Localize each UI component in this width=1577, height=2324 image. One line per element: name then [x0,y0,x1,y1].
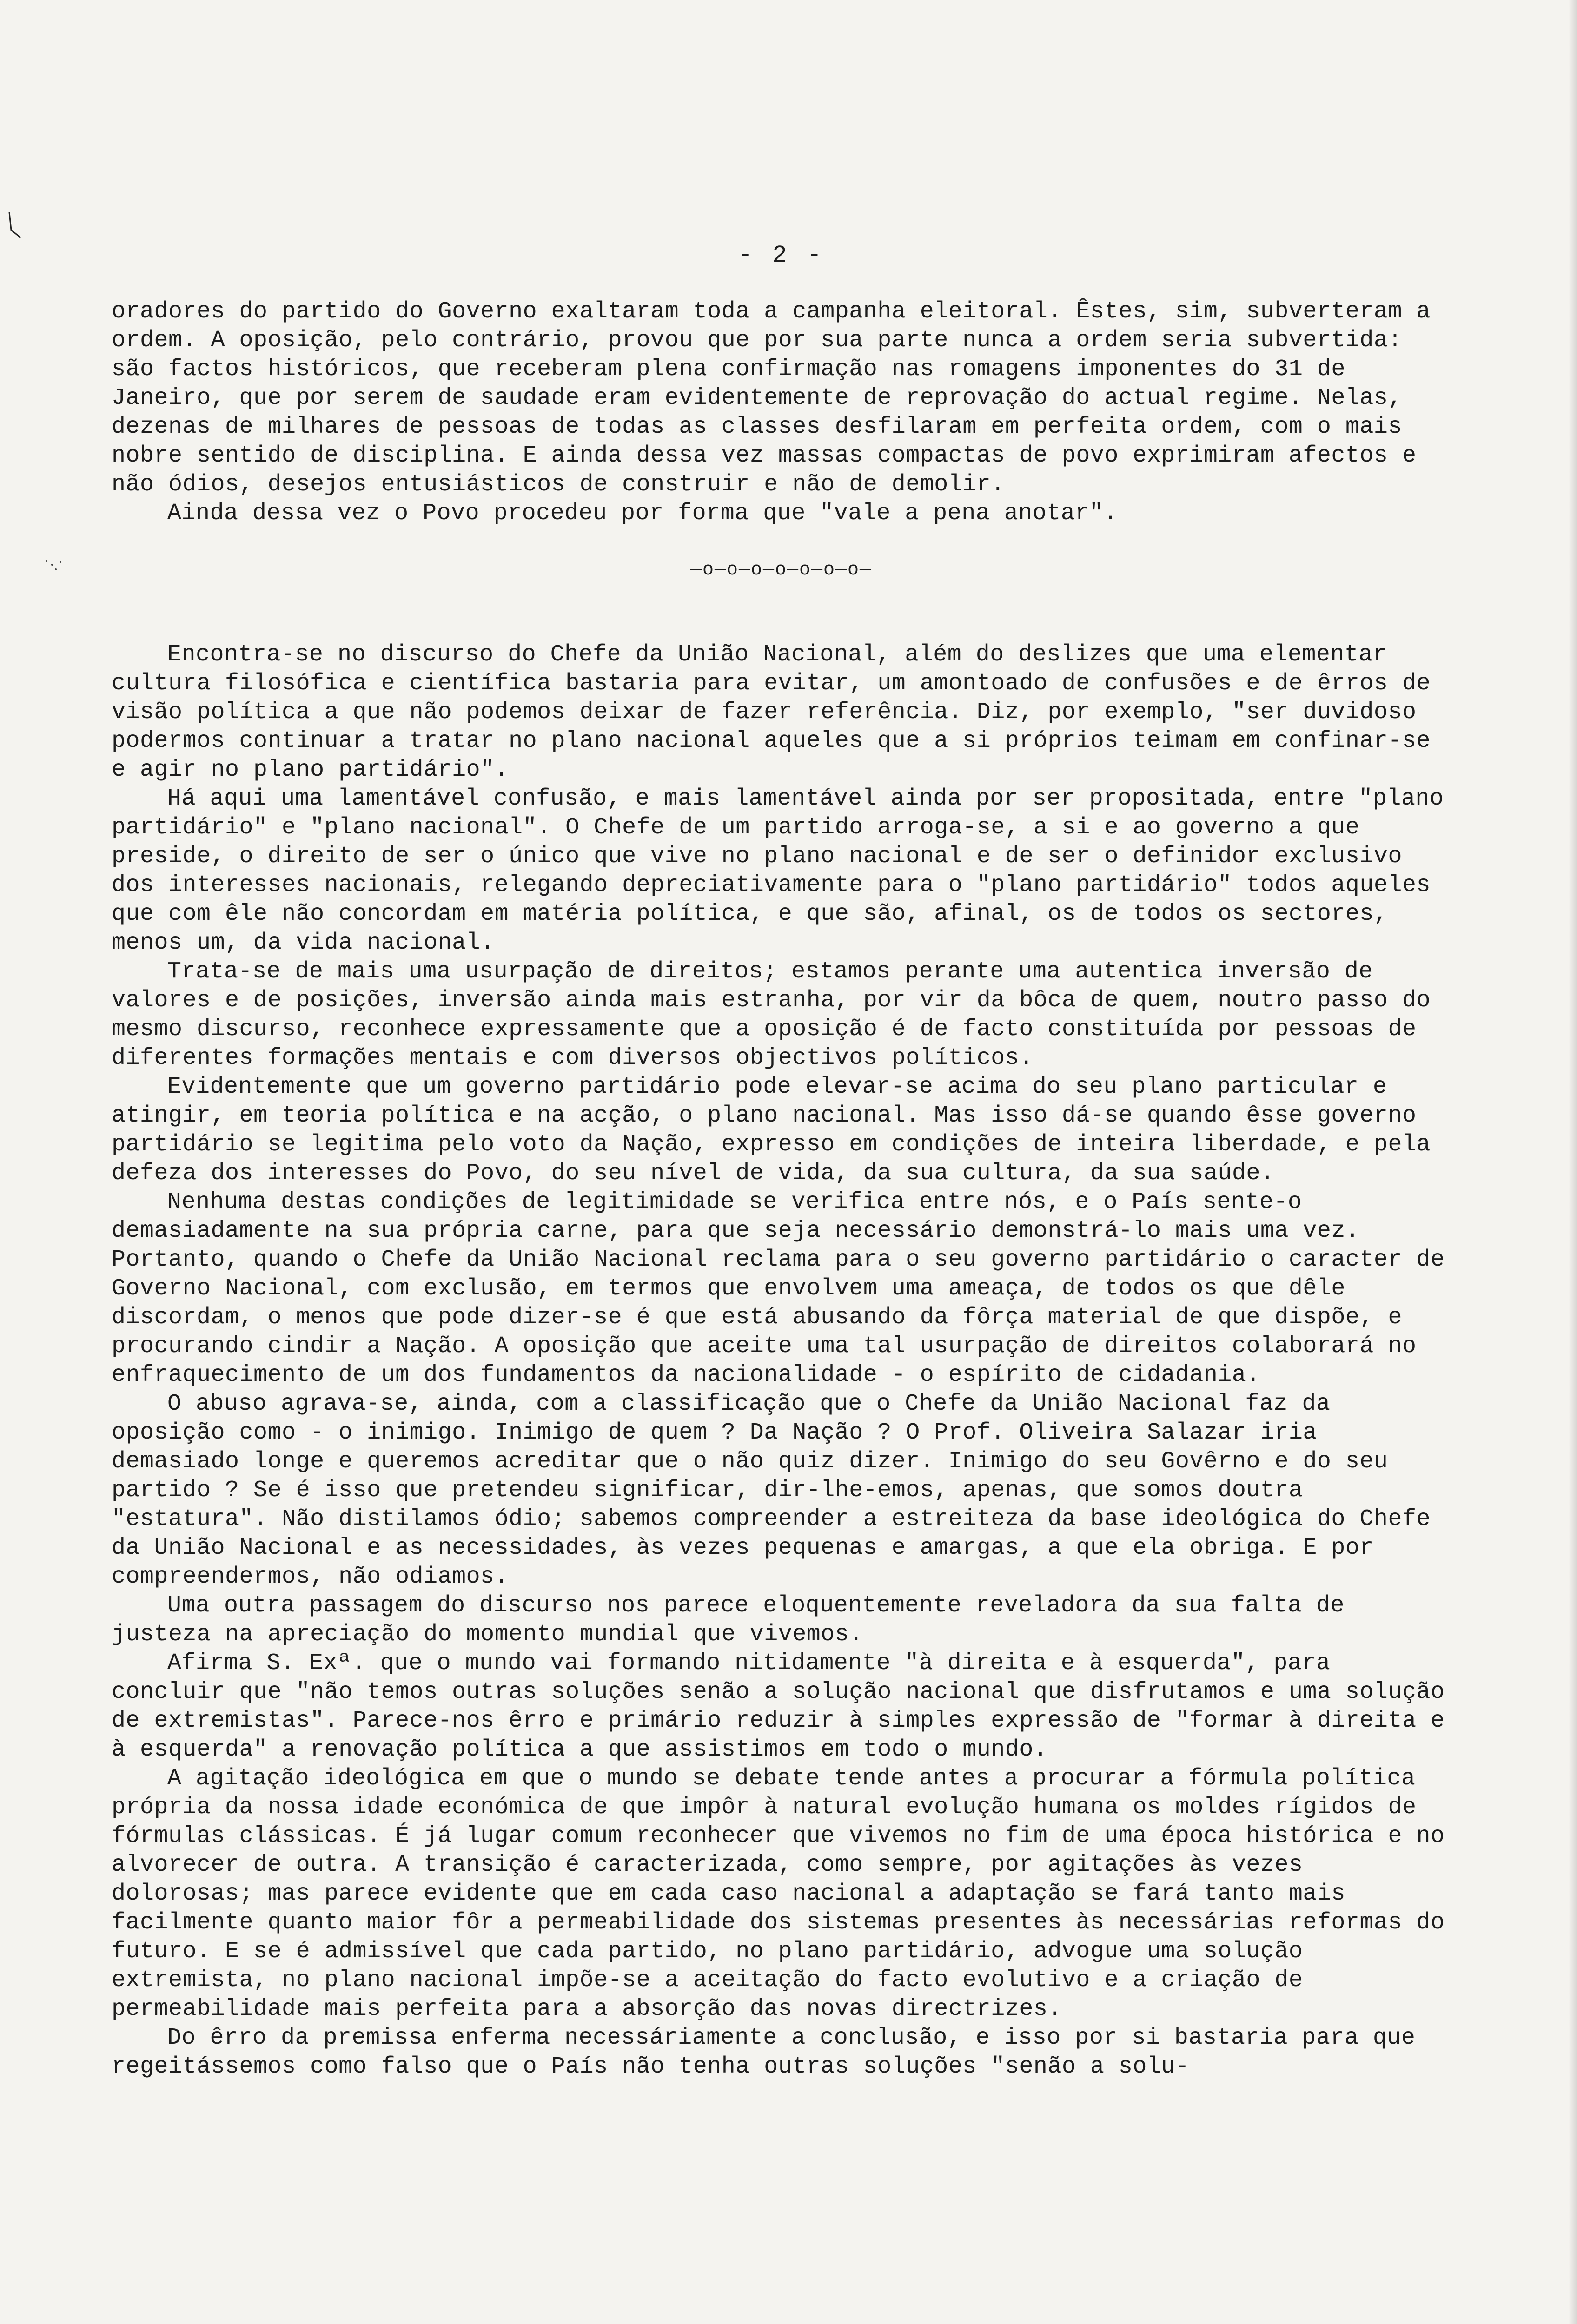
letter-body [112,297,1451,2081]
paragraph: Afirma S. Exª. que o mundo vai formando nitidamente "à direita e à esquerda", para concluir que "não temos outras soluções senão a solução nacional que disfrutamos e uma solução de extremistas". Parece-nos êrro e primário reduzir à simples expressão de "formar à direita e à esquerda" a renovação política a que assistimos em todo o mundo. [112,1650,1445,1763]
section-separator: —o—o—o—o—o—o—o— [690,560,872,581]
paragraph: A agitação ideológica em que o mundo se debate tende antes a procurar a fórmula política própria da nossa idade económica de que impôr à natural evolução humana os moldes rígidos de fórmulas clássicas. É já lugar comum reconhecer que vivemos no fim de uma época histórica e no alvorecer de outra. A transição é caracterizada, como sempre, por agitações às vezes dolorosas; mas parece evidente que em cada caso nacional a adaptação se fará tanto mais facilmente quanto maior fôr a permeabilidade dos sistemas presentes às necessárias reformas do futuro. E se é admissível que cada partido, no plano partidário, advogue uma solução extremista, no plano nacional impõe-se a aceitação do facto evolutivo e a criação de permeabilidade mais perfeita para a absorção das novas directrizes. [112,1765,1445,2022]
paragraph: Uma outra passagem do discurso nos parece eloquentemente reveladora da sua falta de justeza na apreciação do momento mundial que vivemos. [112,1592,1345,1648]
margin-dots-mark [42,555,70,574]
paragraph: Encontra-se no discurso do Chefe da União Nacional, além do deslizes que uma elementar cultura filosófica e científica bastaria para evitar, um amontoado de confusões e de êrros de visão política a que não podemos deixar de fazer referência. Diz, por exemplo, "ser duvidoso podermos continuar a tratar no plano nacional aqueles que a si próprios teimam em confinar-se e agir no plano partidário". [112,641,1431,783]
page-number: - 2 - [737,242,825,269]
paragraph: Trata-se de mais uma usurpação de direitos; estamos perante uma autentica inversão de valores e de posições, inversão ainda mais estranha, por vir da bôca de quem, noutro passo do mesmo discurso, reconhece expressamente que a oposição é de facto constituída por pessoas de diferentes formações mentais e com diversos objectivos políticos. [112,958,1431,1071]
paragraph: Há aqui uma lamentável confusão, e mais lamentável ainda por ser propositada, entre "plano partidário" e "plano nacional". O Chefe de um partido arroga-se, a si e ao governo a que preside, o direito de ser o único que vive no plano nacional e de ser o definidor exclusivo dos interesses nacionais, relegando depreciativamente para o "plano partidário" todos aqueles que com êle não concordam em matéria política, e que são, afinal, os de todos os sectores, menos um, da vida nacional. [112,786,1444,956]
paragraph: Ainda dessa vez o Povo procedeu por forma que "vale a pena anotar". [167,500,1118,527]
margin-pen-mark [7,211,22,239]
paragraph: O abuso agrava-se, ainda, com a classificação que o Chefe da União Nacional faz da oposição como - o inimigo. Inimigo de quem ? Da Nação ? O Prof. Oliveira Salazar iria demasiado longe e queremos acreditar que o não quiz dizer. Inimigo do seu Govêrno e do seu partido ? Se é isso que pretendeu significar, dir-lhe-emos, apenas, que somos doutra "estatura". Não distilamos ódio; sabemos compreender a estreiteza da base ideológica do Chefe da União Nacional e as necessidades, às vezes pequenas e amargas, a que ela obriga. E por compreendermos, não odiamos. [112,1391,1431,1590]
paragraph: oradores do partido do Governo exaltaram toda a campanha eleitoral. Êstes, sim, subverteram a ordem. A oposição, pelo contrário, provou que por sua parte nunca a ordem seria subvertida: são factos históricos, que receberam plena confirmação nas romagens imponentes do 31 de Janeiro, que por serem de saudade eram evidentemente de reprovação do actual regime. Nelas, dezenas de milhares de pessoas de todas as classes desfilaram em perfeita ordem, com o mais nobre sentido de disciplina. E ainda dessa vez massas compactas de povo exprimiram afectos e não ódios, desejos entusiásticos de construir e não de demolir. [112,298,1431,498]
paragraph: Do êrro da premissa enferma necessáriamente a conclusão, e isso por si bastaria para que regeitássemos como falso que o País não tenha outras soluções "senão a solu- [112,2025,1416,2080]
paragraph: Evidentemente que um governo partidário pode elevar-se acima do seu plano particular e atingir, em teoria política e na acção, o plano nacional. Mas isso dá-se quando êsse governo partidário se legitima pelo voto da Nação, expresso em condições de inteira liberdade, e pela defeza dos interesses do Povo, do seu nível de vida, da sua cultura, da sua saúde. [112,1074,1431,1187]
paragraph: Nenhuma destas condições de legitimidade se verifica entre nós, e o País sente-o demasiadamente na sua própria carne, para que seja necessário demonstrá-lo mais uma vez. Portanto, quando o Chefe da União Nacional reclama para o seu governo partidário o caracter de Governo Nacional, com exclusão, em termos que envolvem uma ameaça, de todos os que dêle discordam, o menos que pode dizer-se é que está abusando da fôrça material de que dispõe, e procurando cindir a Nação. A oposição que aceite uma tal usurpação de direitos colaborará no enfraquecimento de um dos fundamentos da nacionalidade - o espírito de cidadania. [112,1189,1445,1388]
scan-edge-shadow [1569,0,1577,2324]
